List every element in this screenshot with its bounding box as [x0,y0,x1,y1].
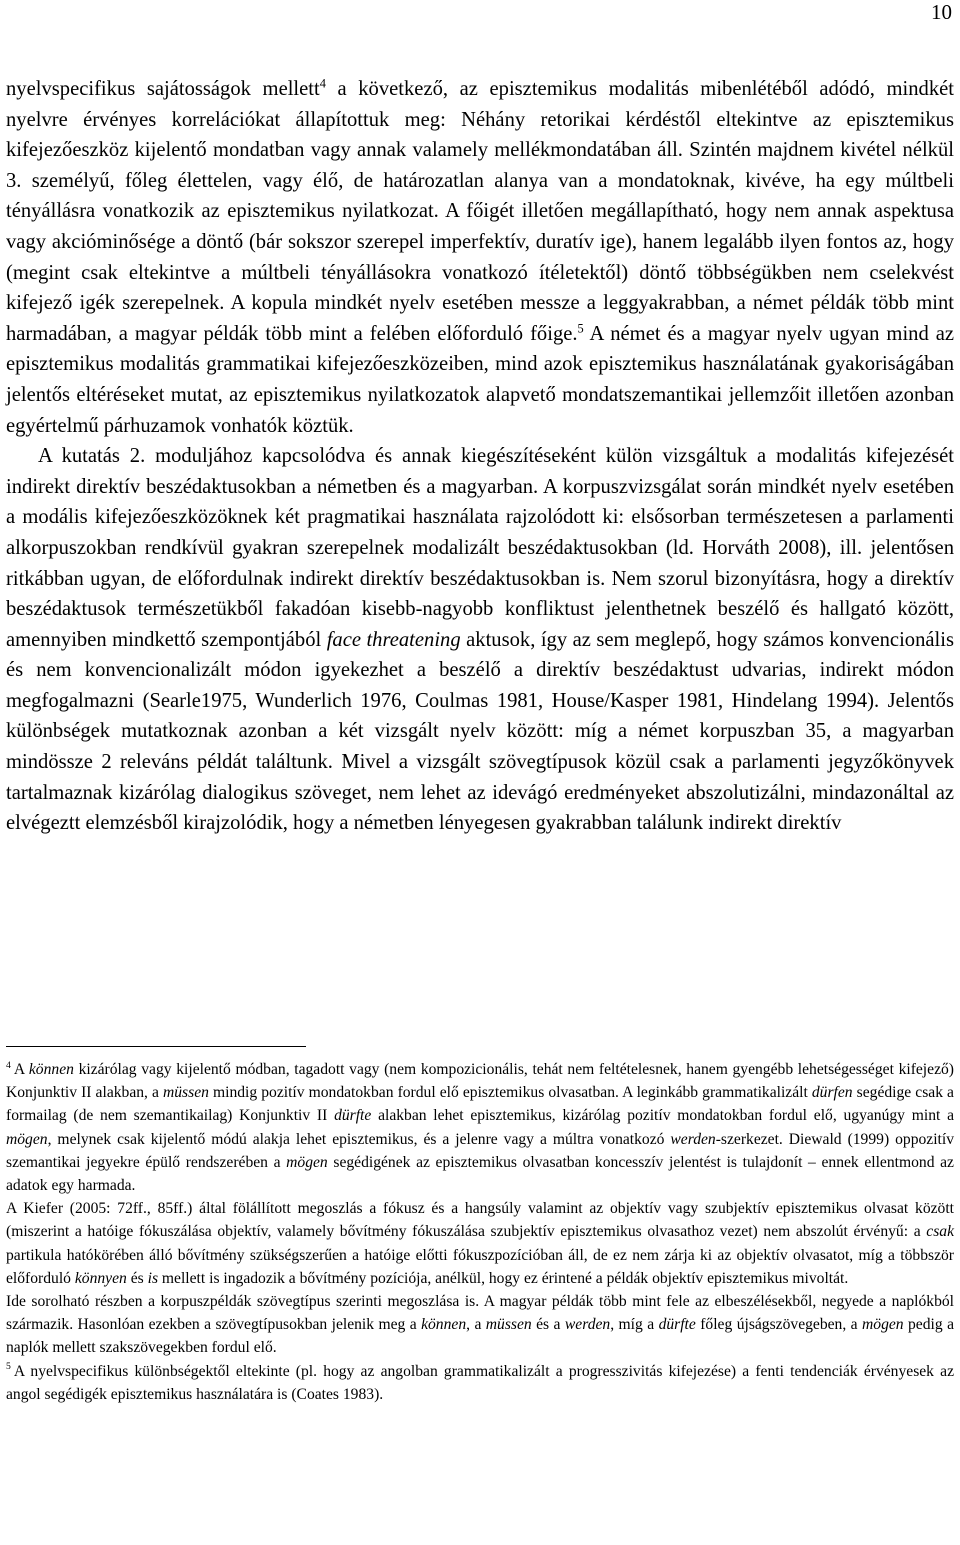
text-segment: , míg a [610,1316,659,1334]
text-segment: , melynek csak kijelentő módú alakja lehet episztemikus, és a jelenre vagy a múltra vonatkozó [47,1130,671,1148]
italic-term: mögen [286,1153,328,1171]
text-segment: és a [531,1316,565,1334]
text-segment: mindig pozitív mondatokban fordul elő episztemikus olvasatban. A leginkább grammatikalizált [208,1084,812,1102]
paragraph [6,74,954,441]
italic-term: dürfen [811,1084,853,1102]
text-segment: A Kiefer (2005: 72ff., 85ff.) által fölállított megoszlás a fókusz és a hangsúly valamint az objektív vagy szubjektív episztemikus olvasat között (miszerint a hatóige fókuszálása objektív, valamely bővítmény fókuszálása szubjektív episztemikus olvasathoz vezet) nem abszolút érvényű: a [6,1200,954,1241]
text-segment: a következő, az episztemikus modalitás mibenlétéből adódó, mindkét nyelvre érvényes korrelációkat állapítottuk meg: Néhány retorikai kérdéstől eltekintve az episztemikus kifejezőeszköz kijelentő mondatban vagy annak valamely mellékmondatában áll. Szintén majdnem kivétel nélkül 3. személyű, főleg élettelen, vagy élő, de határozatlan alanya van a mondatoknak, kivéve, ha egy múltbeli tényállásra vonatkozik az episztemikus nyilatkozat. A főigét illetően megállapítható, hogy nem annak aspektusa vagy akcióminősége a döntő (bár sokszor szerepel imperfektív, duratív ige), hanem legalább ilyen fontos az, hogy (megint csak eltekintve a múltbeli tényállásokra vonatkozó ítéletektől) döntő többségükben nem cselekvést kifejező igék szerepelnek. A kopula mindkét nyelv esetében messze a leggyakrabban, a német példák több mint harmadában, a magyar példák több mint a felében előforduló főige. [6,78,954,345]
italic-term: mögen [6,1130,48,1148]
footnotes [6,1058,954,1406]
text-segment: A [13,1061,29,1078]
italic-term: is [147,1269,159,1287]
text-segment: nyelvspecifikus sajátosságok mellett [6,78,320,100]
footnote-ref-4[interactable]: 4 [319,76,326,91]
footnote-4-paragraph [6,1290,954,1360]
main-text [6,74,954,839]
italic-term: werden [670,1130,716,1148]
text-segment: , a [466,1316,486,1334]
text-segment: segédigének az episztemikus olvasatban koncesszív jelentést is tulajdonít – ennek ellentmond az adatok egy harmada. [6,1153,954,1195]
italic-term: dürfte [658,1316,696,1334]
italic-term: müssen [163,1084,209,1102]
italic-term: können [421,1316,467,1334]
text-segment: és [126,1269,148,1287]
italic-term: müssen [485,1316,532,1334]
text-segment: partikula hatókörében álló bővítmény szükségszerűen a hatóige előtti fókuszpozícióban áll, de ez nem zárja ki az objektív olvasatot, míg a többször előforduló [6,1246,954,1287]
text-segment: mellett is ingadozik a bővítmény pozíciója, anélkül, hogy ez érintené a példák objektív episztemikus mivoltát. [158,1269,849,1287]
italic-term: könnyen [74,1269,127,1287]
text-segment: Ide sorolható részben a korpuszpéldák szövegtípus szerinti megoszlása is. A magyar példák több mint fele az elbeszélésekből, negyede a naplókból származik. Hasonlóan ezekben a szövegtípusokban jelenik meg a [6,1293,954,1334]
footnote-ref-5[interactable]: 5 [577,321,584,336]
text-segment: A nyelvspecifikus különbségektől eltekinte (pl. hogy az angolban grammatikalizált a progresszivitás kifejezése) a fenti tendenciák érvényesek az angol segédigék episztemikus használatára is (Coates 1983). [6,1362,954,1403]
italic-term: dürfte [334,1107,372,1125]
italic-term: können [28,1061,74,1078]
text-segment: A kutatás 2. moduljához kapcsolódva és annak kiegészítéseként külön vizsgáltuk a modalitás kifejezését indirekt direktív beszédaktusokban a németben és a magyarban. A korpuszvizsgálat során mindkét nyelv esetében a modális kifejezőeszközöknek két pragmatikai használata rajzolódott ki: elsősorban természetesen a parlamenti alkorpuszokban rendkívül gyakran szerepelnek modalizált beszédaktusokban (ld. Horváth 2008), ill. jelentősen ritkábban ugyan, de előfordulnak indirekt direktív beszédaktusokban is. Nem szorul bizonyításra, hogy a direktív beszédaktusok természetükből fakadóan kisebb-nagyobb konfliktust jelenthetnek beszélő és hallgató között, amennyiben mindkettő szempontjából [6,445,954,651]
page-number: 10 [931,0,952,24]
footnote-4-paragraph [6,1197,954,1290]
text-segment: főleg újságszövegeben, a [695,1316,863,1334]
text-segment: aktusok, így az sem meglepő, hogy számos konvencionális és nem konvencionalizált módon igyekezhet a beszélő a direktív beszédaktust udvarias, indirekt módon megfogalmazni (Searle1975, Wunderlich 1976, Coulmas 1981, House/Kasper 1981, Hindelang 1994). Jelentős különbségek mutatkoznak azonban a két vizsgált nyelv között: míg a német korpuszban 35, a magyarban mindössze 2 releváns példát találtunk. Mivel a vizsgált szövegtípusok közül csak a parlamenti jegyzőkönyvek tartalmaznak kizárólag dialogikus szöveget, nem lehet az idevágó eredményeket abszolutizálni, mindazonáltal az elvégeztt elemzésből kirajzolódik, hogy a németben lényegesen gyakrabban találunk indirekt direktív [6,628,954,835]
italic-term: csak [926,1223,954,1241]
footnote-mark: 5 [6,1361,11,1373]
footnote-mark: 4 [6,1059,11,1071]
footnote-5 [6,1360,954,1406]
paragraph [6,441,954,839]
text-segment: alakban lehet episztemikus, kizárólag pozitív mondatokban fordul elő, ugyanúgy mint a [371,1107,954,1125]
footnote-separator [6,1046,306,1047]
italic-term: mögen [862,1316,904,1334]
text-segment: segédige csak a formailag (de nem szemantikailag) Konjunktiv II [6,1084,954,1125]
text-segment: kizárólag vagy kijelentő módban, tagadott vagy (nem kompozicionális, tehát nem feltételesnek, hanem gyengébb lehetségességet kifejező) Konjunktiv II alakban, a [6,1061,954,1102]
text-segment: -szerkezet. Diewald (1999) oppozitív szemantikai jegyekre épülő rendszerében a [6,1130,954,1171]
text-segment: A német és a magyar nyelv ugyan mind az episztemikus modalitás grammatikai kifejezőeszközeiben, mind azok episztemikus használatának gyakoriságában jelentős eltéréseket mutat, az episztemikus nyilatkozatok alapvető mondatszemantikai jellemzőit illetően azonban egyértelmű párhuzamok vonhatók köztük. [6,322,954,437]
italic-term: face threatening [326,628,461,651]
italic-term: werden [564,1316,611,1334]
text-segment: pedig a naplók mellett szakszövegekben fordul elő. [6,1316,954,1357]
footnote-4 [6,1058,954,1197]
